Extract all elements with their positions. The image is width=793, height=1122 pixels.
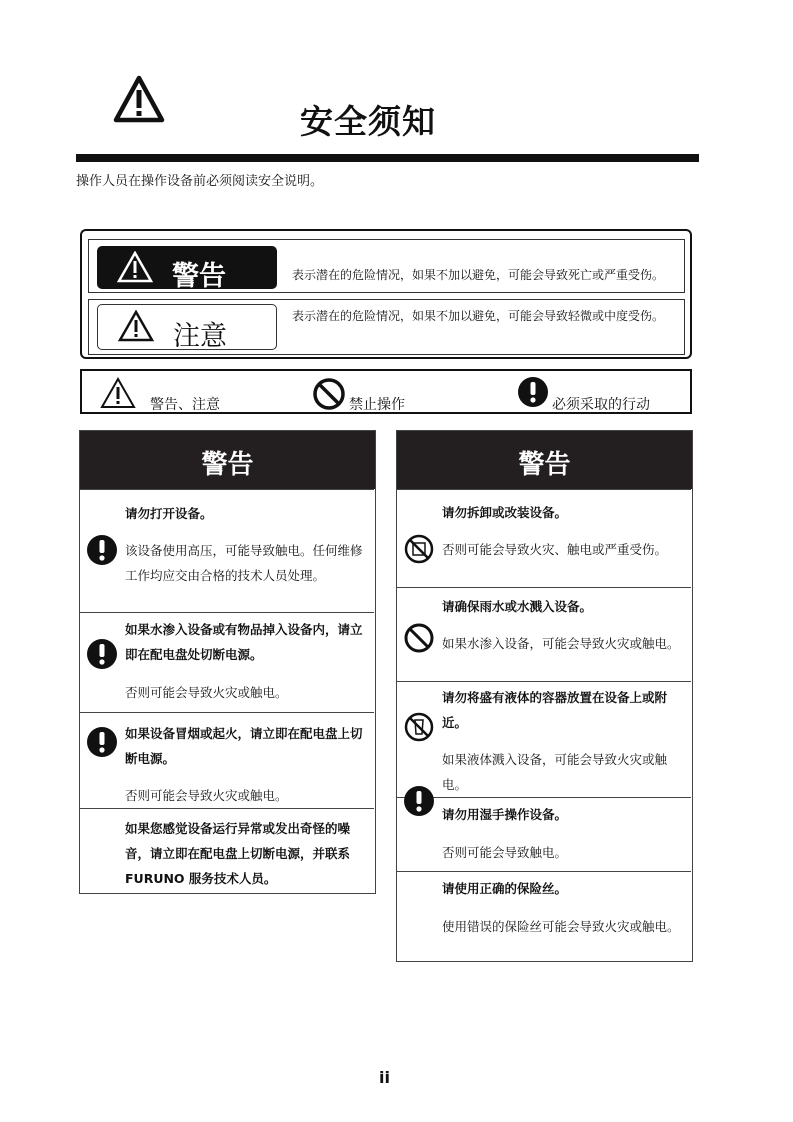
page-title: 安全须知	[300, 102, 436, 141]
warning-label: 警告	[172, 261, 226, 292]
warning-triangle-icon	[117, 251, 153, 283]
mandatory-action-icon	[404, 786, 434, 816]
item-title: 请勿打开设备。	[125, 506, 213, 521]
warning-description: 表示潜在的危险情况，如果不加以避免，可能会导致死亡或严重受伤。	[292, 268, 665, 282]
caution-badge	[97, 304, 277, 350]
list-item	[397, 587, 691, 681]
item-description: 否则可能会导致火灾、触电或严重受伤。	[442, 542, 668, 557]
caution-description: 表示潜在的危险情况，如果不加以避免，可能会导致轻微或中度受伤。	[292, 309, 665, 323]
item-title: 如果水渗入设备或有物品掉入设备内，请立即在配电盘处切断电源。	[125, 622, 363, 662]
mandatory-action-icon	[87, 639, 117, 669]
signal-word-legend	[80, 229, 692, 359]
item-description: 如果水渗入设备，可能会导致火灾或触电。	[442, 636, 680, 651]
item-title: 请确保雨水或水溅入设备。	[442, 599, 593, 614]
no-liquid-icon	[404, 712, 434, 742]
list-item	[80, 612, 374, 712]
symbol-warn-caution-label: 警告、注意	[150, 397, 220, 413]
symbol-legend	[80, 369, 692, 414]
item-description: 否则可能会导致火灾或触电。	[125, 788, 288, 803]
warning-triangle-icon	[100, 377, 136, 409]
column-header: 警告	[397, 431, 692, 489]
item-description: 否则可能会导致触电。	[442, 845, 568, 860]
mandatory-action-icon	[87, 535, 117, 565]
item-title: 请使用正确的保险丝。	[442, 881, 568, 896]
item-description: 如果液体溅入设备，可能会导致火灾或触电。	[442, 752, 668, 792]
warning-triangle-icon	[118, 310, 154, 342]
symbol-prohibited-label: 禁止操作	[349, 397, 405, 413]
list-item	[80, 489, 374, 612]
item-title: 请勿拆卸或改装设备。	[442, 505, 568, 520]
list-item	[397, 489, 691, 587]
warning-column-left	[79, 430, 376, 894]
no-disassembly-icon	[404, 534, 434, 564]
list-item	[80, 808, 374, 893]
legend-row-caution	[88, 299, 685, 355]
warning-triangle-icon	[113, 75, 165, 123]
item-description: 使用错误的保险丝可能会导致火灾或触电。	[442, 919, 680, 934]
warning-badge	[97, 246, 277, 292]
item-description: 该设备使用高压，可能导致触电。任何维修工作均应交由合格的技术人员处理。	[125, 543, 363, 583]
prohibited-icon	[404, 623, 434, 653]
item-title: 如果您感觉设备运行异常或发出奇怪的噪音，请立即在配电盘上切断电源，并联系 FURUNO 服务技术人员。	[125, 821, 351, 886]
legend-row-warning	[88, 239, 685, 293]
warning-column-right	[396, 430, 693, 962]
list-item	[80, 712, 374, 808]
column-header: 警告	[80, 431, 375, 489]
intro-text: 操作人员在操作设备前必须阅读安全说明。	[76, 174, 324, 189]
mandatory-action-icon	[87, 727, 117, 757]
caution-label: 注意	[173, 321, 227, 352]
item-title: 请勿将盛有液体的容器放置在设备上或附近。	[442, 690, 668, 730]
title-rule	[76, 154, 699, 162]
item-title: 如果设备冒烟或起火，请立即在配电盘上切断电源。	[125, 726, 363, 766]
list-item	[397, 681, 691, 797]
item-title: 请勿用湿手操作设备。	[442, 807, 568, 822]
prohibited-icon	[312, 377, 346, 411]
page-number: ii	[379, 1068, 390, 1087]
symbol-mandatory-label: 必须采取的行动	[552, 397, 650, 413]
list-item	[397, 797, 691, 871]
list-item	[397, 871, 691, 961]
item-description: 否则可能会导致火灾或触电。	[125, 685, 288, 700]
mandatory-action-icon	[518, 377, 548, 407]
